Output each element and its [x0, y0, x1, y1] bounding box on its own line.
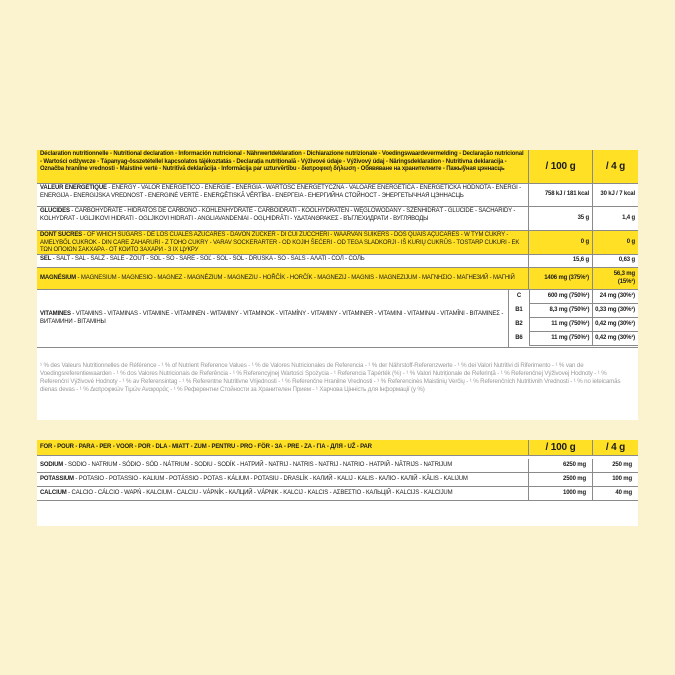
value-100g: 600 mg (750%¹) [529, 290, 593, 304]
value-100g: 35 g [528, 207, 592, 230]
row-sodium [37, 459, 638, 473]
value-4g: 0,63 g [592, 255, 638, 267]
value-4g: 0,42 mg (30%¹) [592, 332, 638, 346]
row-translations: - CARBOHYDRATE - HIDRATOS DE CARBONO - KOHLENHYDRATE - CARBOIDRATI - KOOLHYDRATEN - WĘGLOWODANY - SZÉNHIDRÁT - GLUCIDE - SACHARIDY - KOLHYDRAT - UGLJIKOVI HIDRATI - OGLJIKOVI HIDRATI - ANGLIAVANDENIAI - OGĻHIDRĀTI - ΥΔΑΤΑΝΘΡΑΚΕΣ - ВЪГЛЕХИДРАТИ - ВУГЛЯВОДЫ [40, 208, 516, 222]
vitamin-symbol: B6 [515, 335, 523, 342]
value-100g: 1000 mg [528, 487, 592, 500]
row-label: POTASSIUM [40, 475, 74, 482]
value-4g: 250 mg [592, 459, 638, 472]
value-4g: 24 mg (30%¹) [592, 290, 638, 304]
row-translations: - ENERGY - VALOR ENERGÉTICO - ENERGIE - ENERGIA - WARTOŚĆ ENERGETYCZNA - VALOARE ENERGETICĂ - ENERGETICKÁ HODNOTA - ENERGI - ENERGIJA - ENERGIJSKA VREDNOST - ENERGINĖ VERTĖ - ENERĢĒTISKĀ VĒRTĪBA - ΕΝΕΡΓΕΙΑ - ЕНЕРГИЙНА СТОЙНОСТ - ЭНЕРГЕТЫЧНАЯ ЦЭННАСЦЬ [40, 185, 521, 199]
vitamin-b1-row [509, 304, 638, 318]
value-100g: 8,3 mg (750%¹) [529, 304, 593, 318]
col-per-100g: / 100 g [528, 440, 592, 455]
row-label: GLUCIDES [40, 208, 70, 214]
row-translations: - MAGNESIUM - MAGNESIO - MAGNEZ - MAGNÉZIUM - MAGNEZIU - HOŘČÍK - HORČÍK - MAGNEZIJ - MAGNIS - MAGNEZIJUM - ΜΑΓΝΗΣΙΟ - МАГНЕЗИЙ - МАГНІЙ [75, 274, 515, 281]
value-4g: 56,3 mg (15%¹) [592, 268, 638, 289]
col-per-4g: / 4 g [592, 150, 638, 183]
row-label: CALCIUM [40, 489, 67, 496]
mineral-label [37, 440, 638, 526]
row-translations: - SALT - SAL - SALZ - SALE - ZOUT - SÓL - SÓ - SARE - SOĽ - SÒL - SOL - DRUSKA - SO - SĀLS - ΑΛΑΤΙ - СОЛ - СОЛЬ [51, 256, 365, 262]
row-label: VITAMINES [40, 311, 71, 317]
value-4g: 0 g [592, 231, 638, 254]
value-100g: 15,6 g [528, 255, 592, 267]
value-100g: 1406 mg (375%¹) [528, 268, 592, 289]
row-label: SODIUM [40, 461, 64, 468]
nutrition-header-text: Déclaration nutritionnelle - Nutritional declaration - Información nutricional - Nährwertdeklaration - Dichiarazione nutrizionale - Voedingswaardevermelding - Declaração nutricional - Wartości odżywcze - Tápanyag-összetétellel kapcsolatos tájékoztatás - Declarația nutrițională - Výživové údaje - Výživový údaj - Näringsdeklaration - Nutritivna deklaracija - Označba hranilne vrednosti - Maistinė vertė - Nutritīvā deklarācija - Informācija par uzturvērtību - διατροφική δήλωση - Обявяване на хранителните - Пажыўная цэннасць [40, 151, 524, 172]
row-salt [37, 255, 638, 268]
vitamin-b2-row [509, 318, 638, 332]
row-translations: - CALCIO - CÁLCIO - WAPŃ - KALCIUM - CALCIU - VÁPNÍK - КАЛЦИЙ - VÁPNIK - KALCIJ - KALCIS - ΑΣΒΕΣΤΙΟ - КАЛЬЦІЙ - KALCIJS - KALCIJUM [66, 489, 453, 496]
row-label: VALEUR ÉNERGÉTIQUE [40, 185, 107, 191]
row-translations: - POTASIO - POTASSIO - KALIUM - POTÁSSIO - POTAS - KÁLIUM - POTASIU - DRASLÍK - КАЛИЙ - KALIJ - KALIS - КАЛІО - КАЛІЙ - KĀLIS - KALIJUM [73, 475, 468, 482]
row-label: MAGNÉSIUM [40, 274, 76, 281]
value-4g: 0,42 mg (30%¹) [592, 318, 638, 332]
value-4g: 1,4 g [592, 207, 638, 230]
vitamin-symbol: B1 [515, 307, 523, 314]
nutrition-label [37, 150, 638, 420]
row-calcium [37, 487, 638, 501]
row-label: DONT SUCRES [40, 232, 83, 238]
row-translations: - SODIO - NATRIUM - SÓDIO - SÓD - NÁTRIUM - SODIU - SODÍK - НАТРИЙ - NATRIJ - NATRIS - NATRIJ - NATRIO - НАТРІЙ - NĀTRIJS - NATRIJUM [63, 461, 453, 468]
row-potassium [37, 473, 638, 487]
col-per-4g: / 4 g [592, 440, 638, 455]
row-vitamins [37, 290, 638, 348]
value-100g: 11 mg (750%¹) [529, 332, 593, 346]
value-100g: 0 g [528, 231, 592, 254]
vitamin-b6-row [509, 332, 638, 346]
value-100g: 2500 mg [528, 473, 592, 486]
value-4g: 100 mg [592, 473, 638, 486]
row-sugars [37, 231, 638, 255]
nutrition-header-row [37, 150, 638, 184]
value-100g: 11 mg (750%¹) [529, 318, 593, 332]
value-4g: 30 kJ / 7 kcal [592, 184, 638, 206]
vitamin-symbol: B2 [515, 321, 523, 328]
value-4g: 0,33 mg (30%¹) [592, 304, 638, 318]
vitamin-symbol: C [516, 293, 522, 300]
reference-footnote: ¹ % des Valeurs Nutritionnelles de Référence - ¹ % of Nutrient Reference Values - ¹ % de Valores Nutricionales de Referencia - ¹ % der Nährstoff-Referenzwerte - ¹ % dei Valori Nutritivi di Riferimento - ¹ % van de Voedingsreferentiewaarden - ¹ % dos Valores Nutricionais de Referência - ¹ % Referencyjnej Wartości Spożycia - ¹ Referencia Tápérték (%) - ¹ % Valori Nutriționale de Referință - ¹ % Referenčnej Výživovej Hodnoty - ¹ % Referenční Výživové Hodnoty - ¹ % av Referensintag - ¹ % Referentne Nutritivne Vrijednosti - ¹ % Referenčne Hranilne Vrednosti - ¹ % Referencinės Maistinių Verčių - ¹ % Referenčních Nutritivnih Vrednosti - ¹ % no ieteicamās dienas devas - ¹ % Διατροφικών Τιμών Αναφοράς - ¹ % Референтни Стойности за Хранителен Прием - ¹ Харчова Цінність для Інформації (у %) [40, 362, 621, 393]
row-energy [37, 184, 638, 207]
row-magnesium [37, 268, 638, 290]
row-translations: - OF WHICH SUGARS - DE LOS CUALES AZÚCARES - DAVON ZUCKER - DI CUI ZUCCHERI - WAARVAN SUIKERS - DOS QUAIS AÇÚCARES - W TYM CUKRY - AMELYBŐL CUKROK - DIN CARE ZAHARURI - Z TOHO CUKRY - VARAV SOCKERARTER - OD KOJIH ŠEĆERI - OD TEGA SLADKORJI - IŠ KURIŲ CUKRŪS - TOSTARP CUKURI - ΕΚ ΤΩΝ ΟΠΟΙΩΝ ΣΑΚΧΑΡΑ - ОТ КОИТО ЗАХАРИ - З ІХ ЦУКРУ [40, 232, 520, 253]
row-carbohydrate [37, 207, 638, 231]
mineral-header-text: FOR - POUR - PARA - PER - VOOR - POR - DLA - MIATT - ZUM - PENTRU - PRO - FÖR - ЗА - PRE - ZA - ГІА - ДЛЯ - UŽ - PAR [40, 443, 372, 450]
value-4g: 40 mg [592, 487, 638, 500]
vitamin-c-row [509, 290, 638, 304]
value-100g: 6250 mg [528, 459, 592, 472]
col-per-100g: / 100 g [528, 150, 592, 183]
value-100g: 758 kJ / 181 kcal [528, 184, 592, 206]
row-label: SEL [40, 256, 52, 262]
vitamin-table [508, 290, 638, 347]
row-translations: - VITAMINS - VITAMINAS - VITAMINE - VITAMINEN - WITAMINY - VITAMINOK - VITAMÍNY - VITAMINY - VITAMINER - VITAMINI - VITAMINAI - VITAMĪNI - ΒΙΤΑΜΙΝΕΣ - ВИТАМИНИ - ВІТАМІНЫ [40, 311, 504, 325]
mineral-header-row [37, 440, 638, 456]
